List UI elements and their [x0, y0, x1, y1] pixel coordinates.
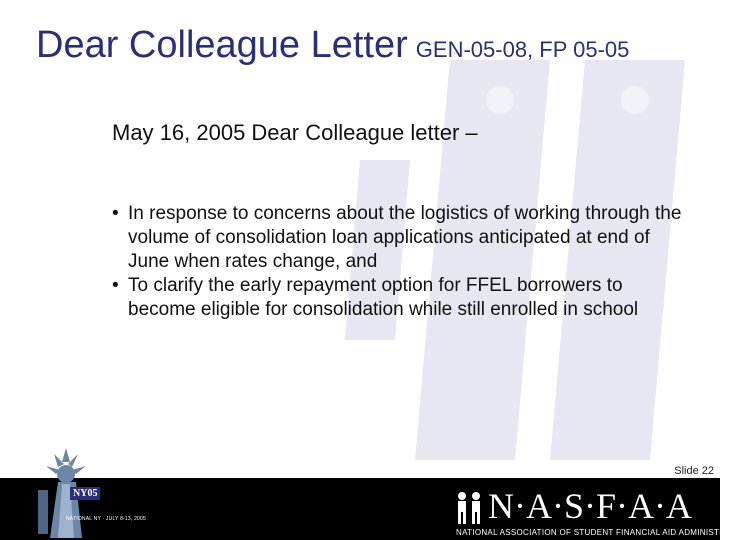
title-main: Dear Colleague Letter: [36, 24, 408, 66]
bullet-dot: •: [112, 275, 119, 296]
slide-number: Slide 22: [674, 465, 714, 477]
bullet-text: To clarify the early repayment option for FFEL borrowers to become eligible for consolidation while still enrolled in school: [128, 275, 639, 320]
title-code: GEN-05-08, FP 05-05: [415, 37, 630, 62]
nasfaa-full-name: NATIONAL ASSOCIATION OF STUDENT FINANCIAL AID ADMINISTRATORS: [456, 528, 754, 537]
nasfaa-wordmark: N·A·S·F·A·A: [488, 486, 692, 526]
bullet-text: In response to concerns about the logistics of working through the volume of consolidation loan applications anticipated at end of June when rates change, and: [128, 203, 682, 272]
bullet-list: [112, 202, 692, 322]
nasfaa-people-icon: [454, 490, 484, 526]
slide-subtitle: May 16, 2005 Dear Colleague letter –: [112, 120, 478, 145]
slide-title: [36, 24, 629, 67]
conference-logo-caption: NATIONAL NY · JULY 8-13, 2005: [66, 516, 146, 522]
bullet-dot: •: [112, 203, 119, 224]
bullet-item: [112, 202, 692, 274]
conference-logo-text: NY05: [70, 487, 100, 500]
bullet-item: [112, 274, 692, 322]
